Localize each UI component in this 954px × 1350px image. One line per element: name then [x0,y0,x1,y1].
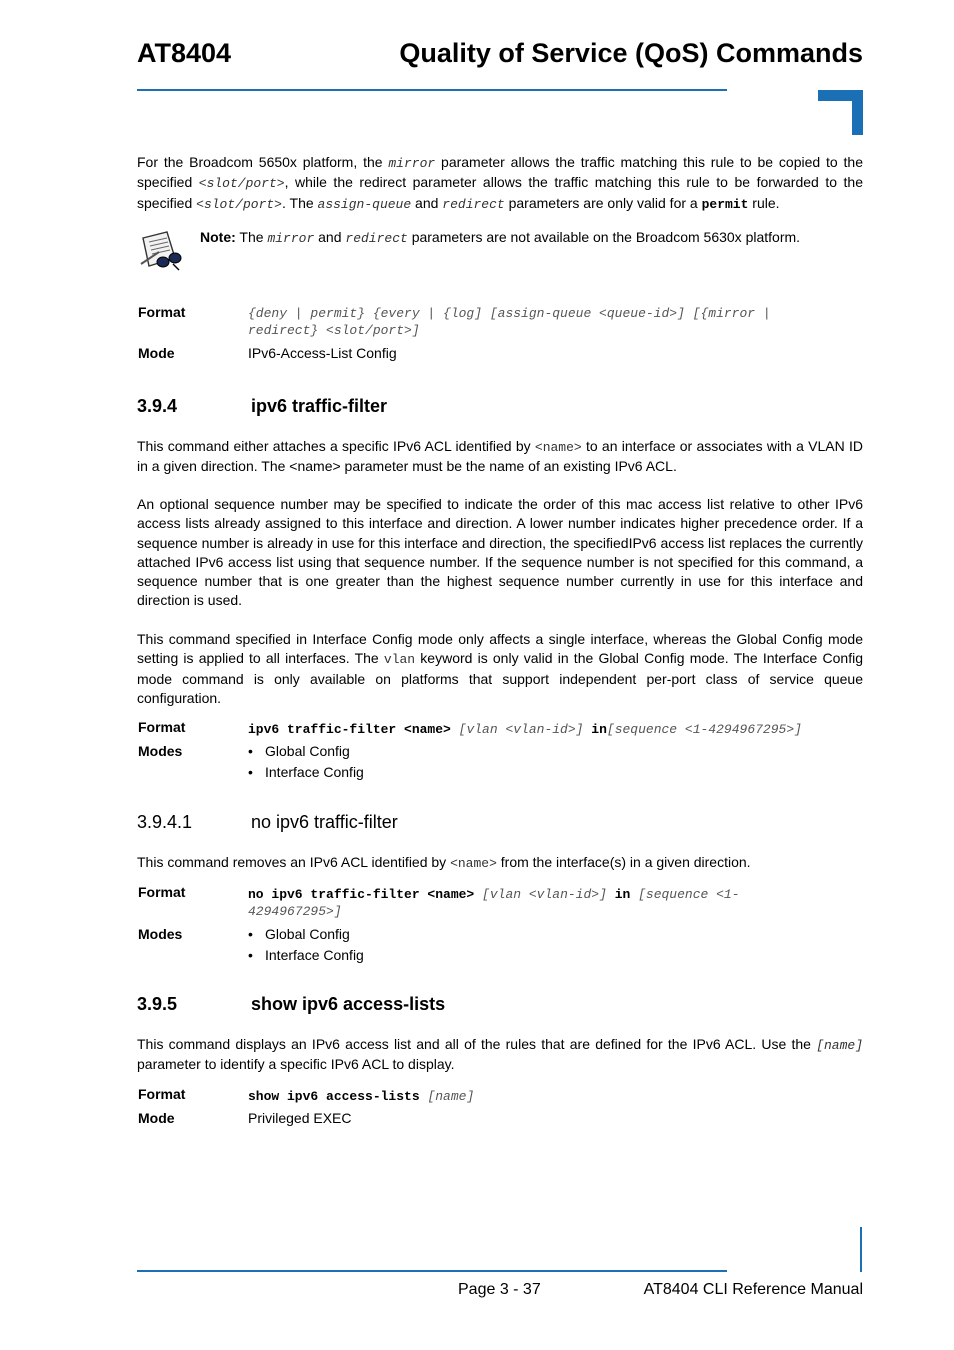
list-item: • Interface Config [248,947,364,963]
format-syntax: {deny | permit} {every | {log] [assign-queue <queue-id>] [{mirror | redirect} <slot/port>] [248,306,771,338]
format-syntax: show ipv6 access-lists [name] [248,1089,475,1104]
section-number: 3.9.4 [137,396,178,416]
section-number: 3.9.5 [137,994,178,1014]
manual-title: AT8404 CLI Reference Manual [643,1281,863,1298]
list-item: • Interface Config [248,764,364,780]
doc-title: AT8404 [137,38,232,68]
list-item: • Global Config [248,743,350,759]
chapter-title: Quality of Service (QoS) Commands [399,38,863,68]
paragraph: This command removes an IPv6 ACL identified by <name> from the interface(s) in a given direction. [137,854,751,871]
paragraph: This command displays an IPv6 access list and all of the rules that are defined for the IPv6 ACL. Use the [name] parameter to identify a specific IPv6 ACL to display. [137,1036,863,1073]
modes-label: Modes [138,926,183,942]
subsection-number: 3.9.4.1 [137,812,193,832]
format-label: Format [138,304,186,320]
footer-rule [137,1270,727,1272]
header-rule [137,89,727,91]
mode-label: Mode [138,1110,175,1126]
corner-decoration-top [818,90,863,135]
corner-decoration-bottom [852,1227,863,1272]
section-title: ipv6 traffic-filter [251,396,388,416]
format-syntax: ipv6 traffic-filter <name> [vlan <vlan-id>] in[sequence <1-4294967295>] [248,722,802,737]
list-item: • Global Config [248,926,350,942]
paragraph: An optional sequence number may be specified to indicate the order of this mac access list relative to other IPv6 access lists already assigned to this interface and direction. A lower number indicates higher precedence order. If a sequence number is already in use for this interface and direction, the specifiedIPv6 access list replaces the currently attached IPv6 access list using that sequence number. If the sequence number is not specified for this command, a sequence number that is one greater than the highest sequence number currently in use for this interface and direction is used. [137,496,863,609]
note-icon [137,228,183,274]
page-number: Page 3 - 37 [458,1281,541,1298]
paragraph: This command specified in Interface Config mode only affects a single interface, whereas the Global Config mode setting is applied to all interfaces. The vlan keyword is only valid in the Global Config mode. The Interface Config mode command is only available on platforms that support independent per-port class of service queue configuration. [137,631,863,706]
format-label: Format [138,884,186,900]
mode-value: IPv6-Access-List Config [248,345,397,361]
mode-value: Privileged EXEC [248,1110,352,1126]
format-syntax: no ipv6 traffic-filter <name> [vlan <vlan-id>] in [sequence <1- 4294967295>] [248,887,740,919]
intro-paragraph: For the Broadcom 5650x platform, the mirror parameter allows the traffic matching this rule to be copied to the specified <slot/port>, while the redirect parameter allows the traffic matching this rule to be forwarded to the specified <slot/port>. The assign-queue and redirect parameters are only valid for a permit rule. [137,154,863,212]
note-text: Note: The mirror and redirect parameters are not available on the Broadcom 5630x platform. [200,229,801,246]
paragraph: This command either attaches a specific IPv6 ACL identified by <name> to an interface or associates with a VLAN ID in a given direction. The <name> parameter must be the name of an existing IPv6 ACL. [137,438,863,475]
subsection-title: no ipv6 traffic-filter [251,812,398,832]
format-label: Format [138,1086,186,1102]
section-title: show ipv6 access-lists [251,994,446,1014]
format-label: Format [138,719,186,735]
mode-label: Mode [138,345,175,361]
modes-label: Modes [138,743,183,759]
